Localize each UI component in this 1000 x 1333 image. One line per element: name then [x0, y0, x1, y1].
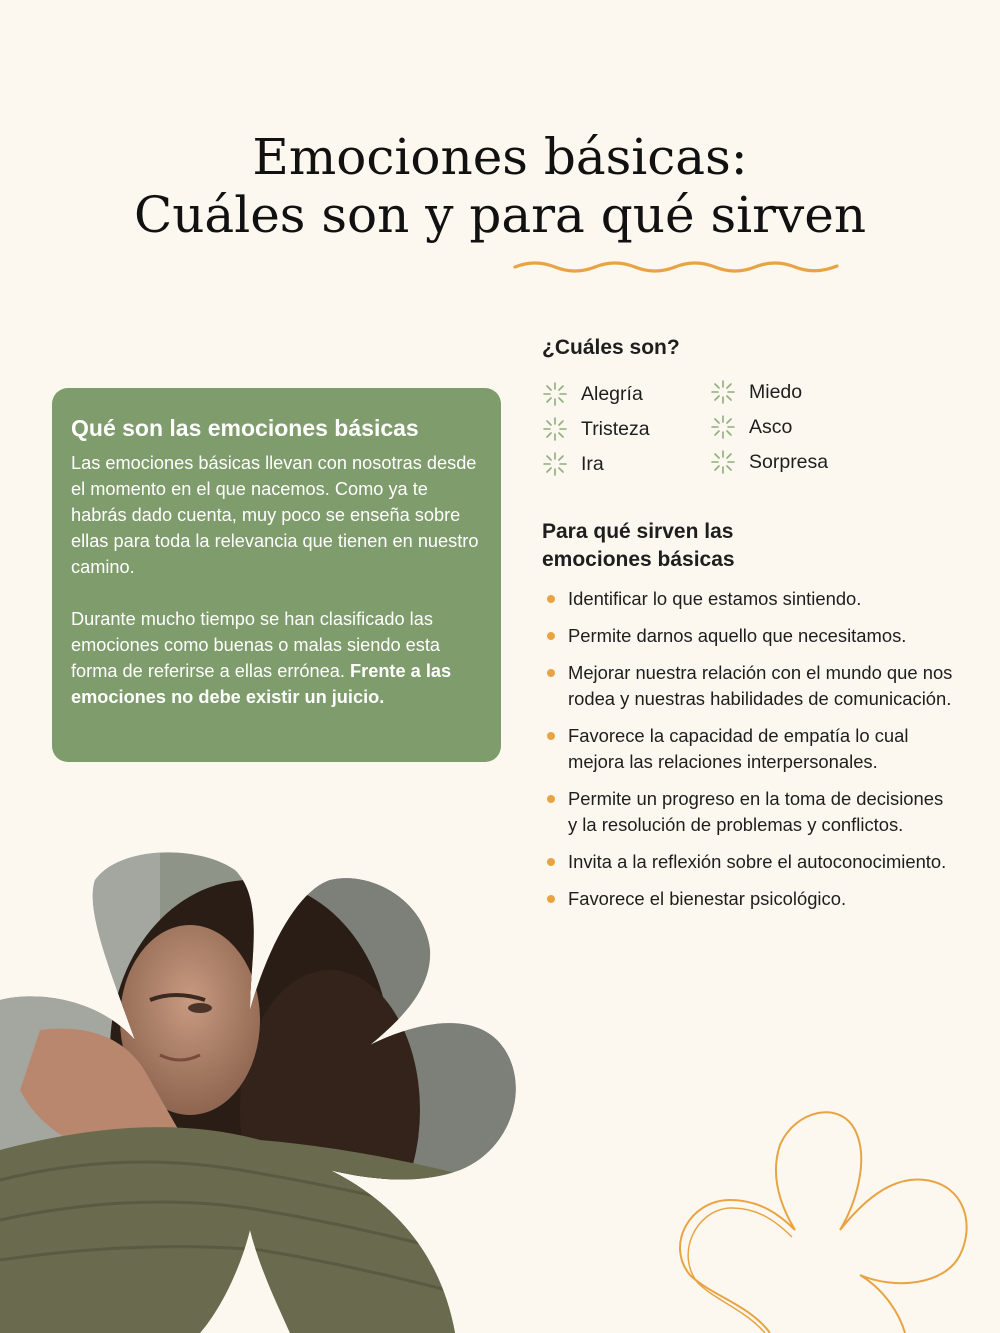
list-item	[545, 786, 955, 838]
intro-paragraph-1: Las emociones básicas llevan con nosotras desde el momento en el que nacemos. Como ya te habrás dado cuenta, muy poco se enseña sobre ellas para toda la relevancia que tienen en nuestro camino.	[71, 453, 479, 577]
woman-portrait-photo	[0, 850, 520, 1333]
list-item	[545, 723, 955, 775]
bullet-dot-icon	[547, 732, 555, 740]
emotion-item	[542, 416, 650, 442]
intro-paragraph-2	[71, 606, 481, 710]
bullet-dot-icon	[547, 669, 555, 677]
emotion-label: Asco	[749, 416, 793, 438]
emotion-item	[710, 414, 792, 440]
list-item-text: Mejorar nuestra relación con el mundo que nos rodea y nuestras habilidades de comunicación.	[568, 662, 953, 709]
cuales-heading: ¿Cuáles son?	[542, 336, 680, 359]
emotion-item	[710, 449, 828, 475]
emotion-label: Alegría	[581, 383, 643, 405]
list-item-text: Favorece la capacidad de empatía lo cual mejora las relaciones interpersonales.	[568, 725, 909, 772]
emotion-label: Miedo	[749, 381, 803, 403]
bullet-dot-icon	[547, 858, 555, 866]
list-item	[545, 660, 955, 712]
list-item	[545, 623, 955, 649]
sparkle-icon	[710, 449, 736, 475]
para-que-heading: Para qué sirven las emociones básicas	[542, 520, 735, 571]
title-line-1: Emociones básicas:	[252, 128, 748, 186]
bullet-dot-icon	[547, 632, 555, 640]
sparkle-icon	[542, 416, 568, 442]
emotion-item	[542, 381, 643, 407]
uses-list	[545, 586, 955, 923]
sparkle-icon	[710, 414, 736, 440]
page-title	[0, 128, 1000, 244]
list-item-text: Permite un progreso en la toma de decisiones y la resolución de problemas y conflictos.	[568, 788, 944, 835]
bullet-dot-icon	[547, 795, 555, 803]
list-item	[545, 849, 955, 875]
intro-heading: Qué son las emociones básicas	[71, 415, 419, 441]
emotion-label: Tristeza	[581, 418, 650, 440]
emotion-item	[710, 379, 802, 405]
intro-paragraph-2-bold: Frente a las emociones no debe existir un juicio.	[71, 661, 452, 707]
list-item-text: Invita a la reflexión sobre el autoconocimiento.	[568, 851, 947, 872]
bullet-dot-icon	[547, 595, 555, 603]
wavy-underline-icon	[512, 258, 842, 274]
title-line-2: Cuáles son y para qué sirven	[133, 186, 867, 244]
emotion-label: Sorpresa	[749, 451, 829, 473]
sparkle-icon	[710, 379, 736, 405]
outline-flower-icon	[670, 1105, 980, 1333]
intro-paragraph-2-text: Durante mucho tiempo se han clasificado las emociones como buenas o malas siendo esta forma de referirse a ellas errónea.	[71, 609, 441, 681]
intro-card	[52, 388, 501, 762]
emotion-label: Ira	[581, 453, 604, 475]
bullet-dot-icon	[547, 895, 555, 903]
list-item-text: Favorece el bienestar psicológico.	[568, 888, 847, 909]
sparkle-icon	[542, 451, 568, 477]
list-item-text: Permite darnos aquello que necesitamos.	[568, 625, 907, 646]
list-item-text: Identificar lo que estamos sintiendo.	[568, 588, 862, 609]
emotion-item	[542, 451, 604, 477]
list-item	[545, 886, 955, 912]
sparkle-icon	[542, 381, 568, 407]
list-item	[545, 586, 955, 612]
